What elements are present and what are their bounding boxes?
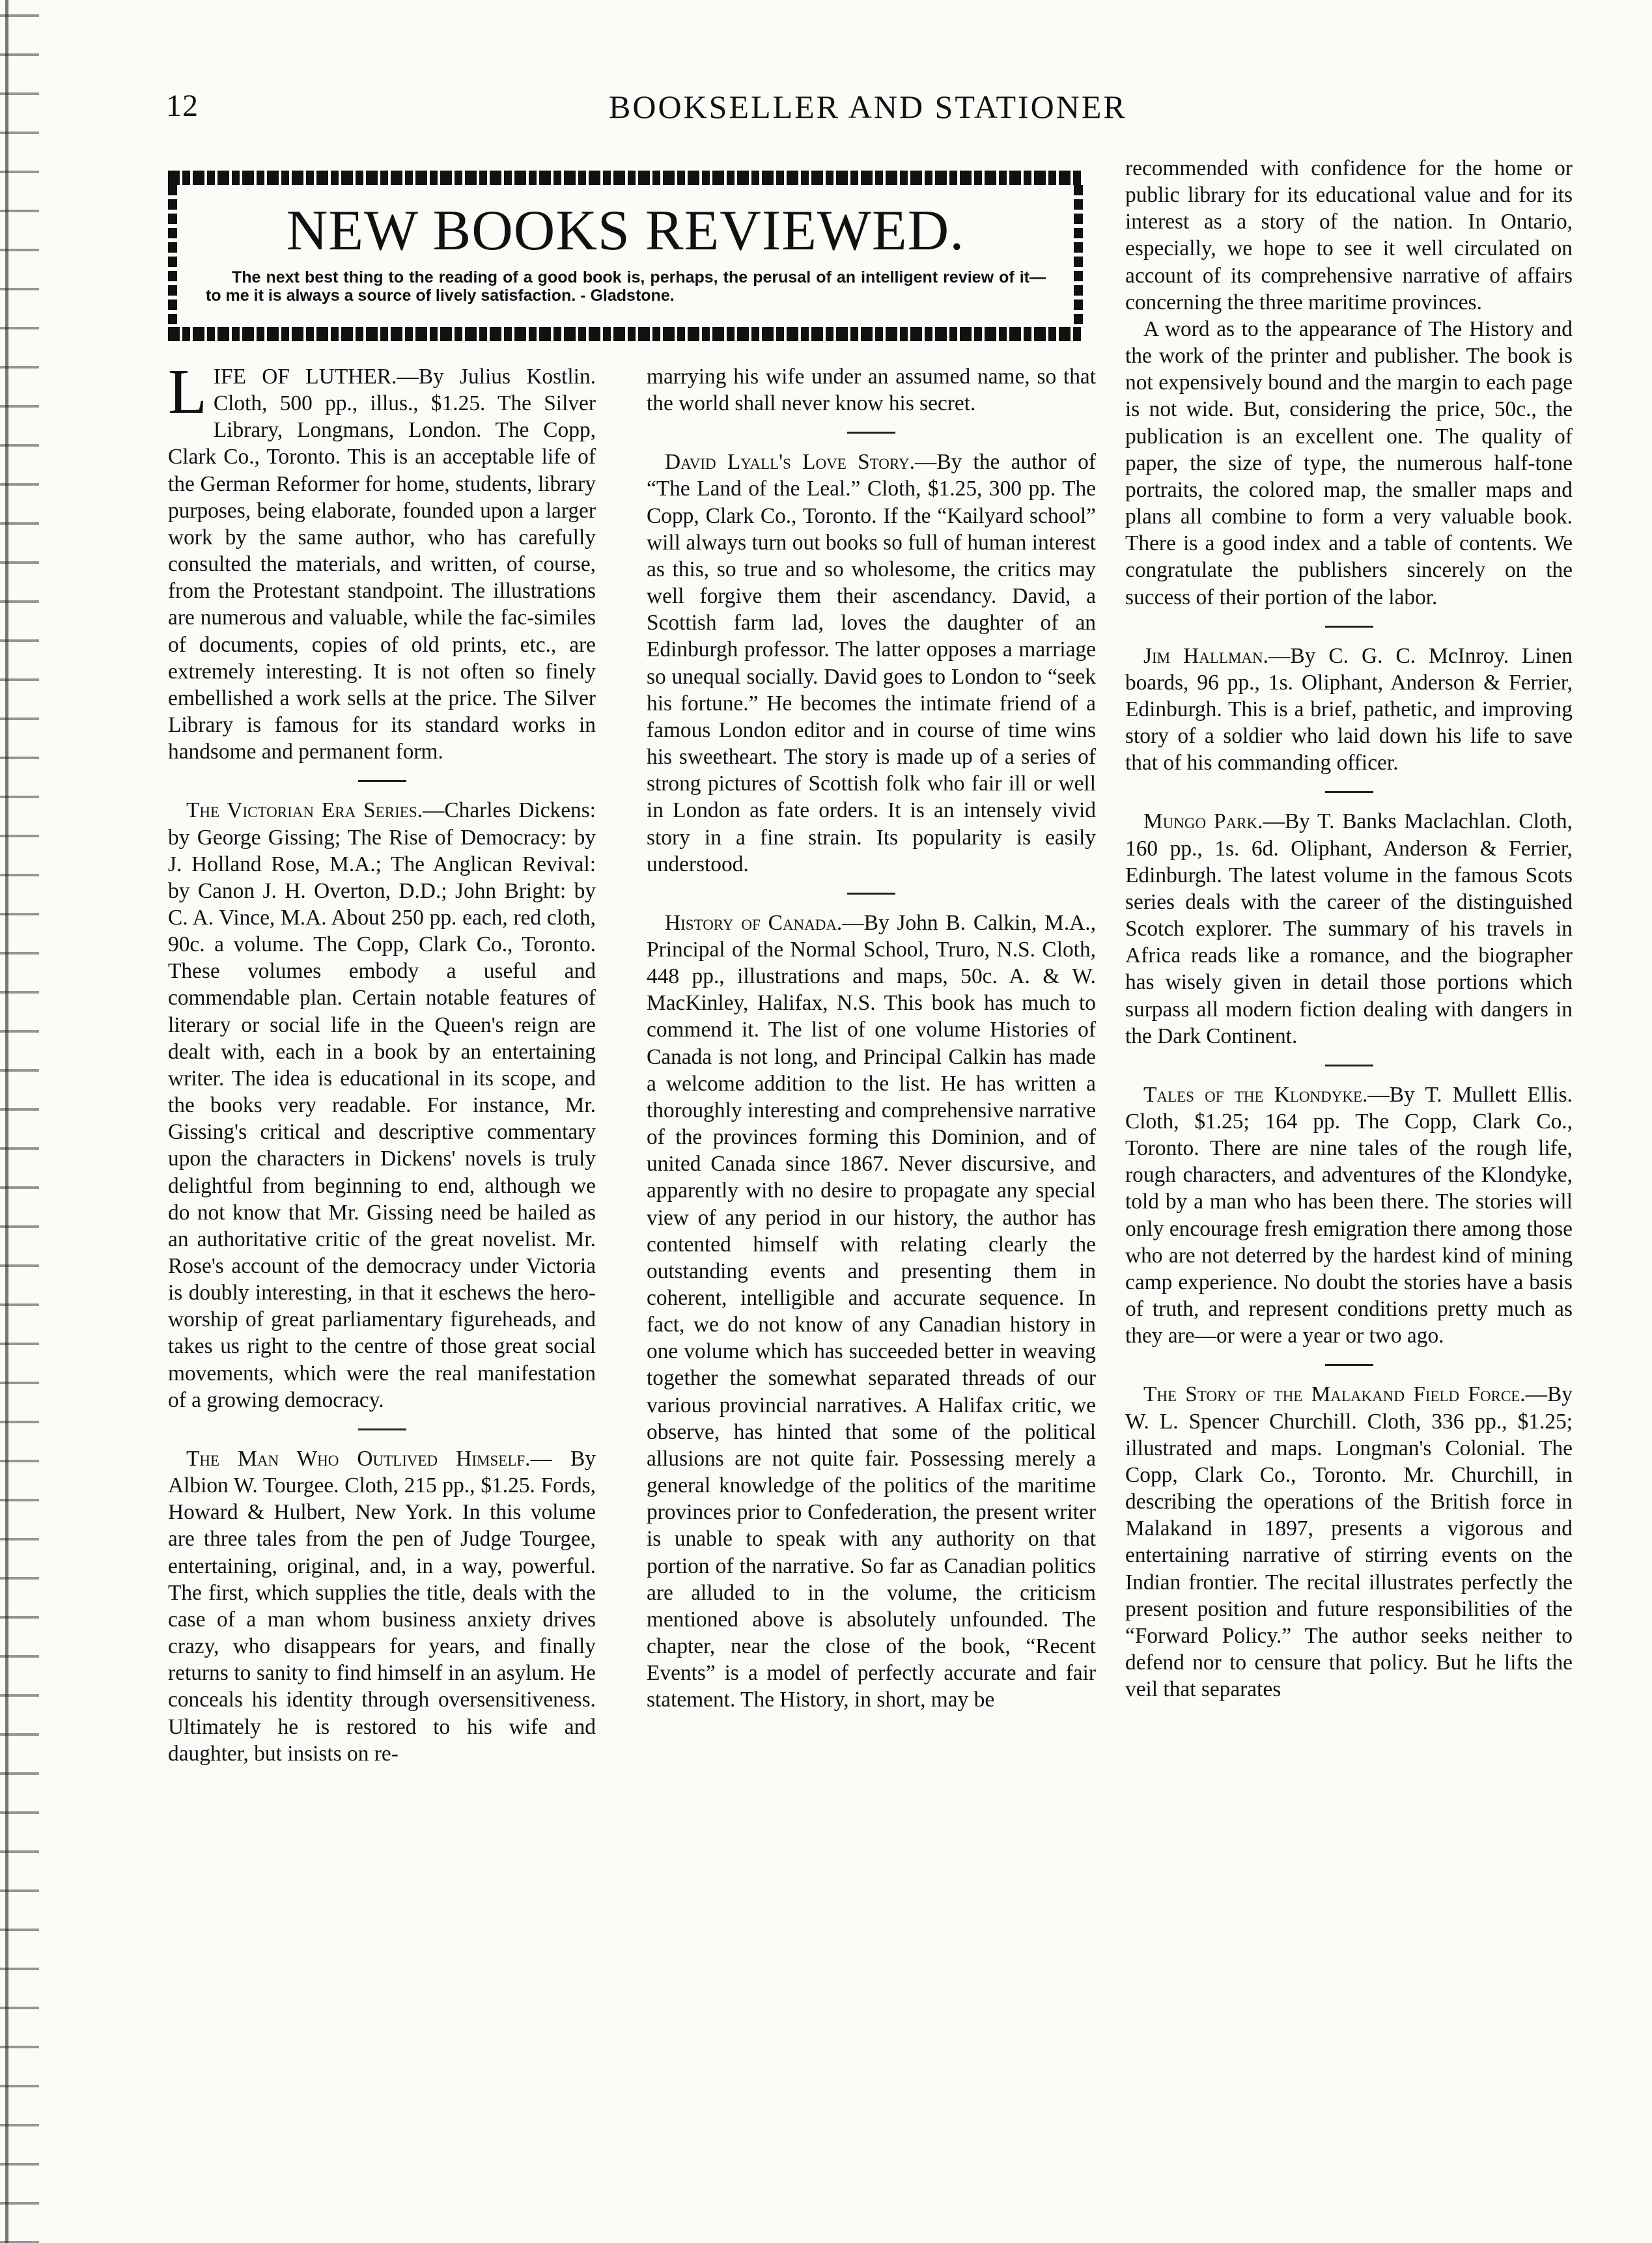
- review-tales-of-the-klondyke: [1125, 1081, 1573, 1350]
- epigraph-quote: The next best thing to the reading of a good book is, perhaps, the perusal of an intelligent review of it—to me it is always a source of lively satisfaction. - Gladstone.: [206, 268, 1046, 305]
- page-number: 12: [166, 89, 199, 123]
- review-man-who-outlived-himself: [168, 1445, 596, 1767]
- review-title: The Man Who Outlived Himself.: [186, 1446, 531, 1471]
- review-body: —By C. G. C. McInroy. Linen boards, 96 pp., 1s. Oliphant, Anderson & Ferrier, Edinburgh. This is a brief, pathetic, and improving story of a soldier who laid down his life to save that of his commanding officer.: [1125, 643, 1573, 775]
- section-divider: [1325, 626, 1373, 628]
- review-title: Tales of the Klondyke.: [1143, 1082, 1368, 1107]
- review-body: —By Julius Kostlin. Cloth, 500 pp., illus., $1.25. The Silver Library, Longmans, London. The Copp, Clark Co., Toronto. This is an acceptable life of the German Reformer for home, students, library purposes, being elaborate, founded upon a larger work by the same author, who has carefully consulted the materials, and written, of course, from the Protestant standpoint. The illustrations are numerous and valuable, while the fac-similes of documents, copies of old prints, etc., are extremely interesting. It is not often so finely embellished a work sells at the price. The Silver Library is famous for its standard works in handsome and permanent form.: [168, 365, 596, 764]
- review-mungo-park: [1125, 808, 1573, 1049]
- review-body: —By T. Mullett Ellis. Cloth, $1.25; 164 pp. The Copp, Clark Co., Toronto. There are nine tales of the rough life, rough characters, and adventures of the Klondyke, told by a man who has been there. The stories will only encourage fresh emigration there among those who are not deterred by the hardest kind of mining camp experience. No doubt the stories have a basis of truth, and represent conditions pretty much as they are—or were a year or two ago.: [1125, 1082, 1573, 1348]
- review-continuation: recommended with confidence for the home or public library for its educational value and for its interest as a story of the nation. In Ontario, especially, we hope to see it well circulated on account of its comprehensive narrative of affairs concerning the three maritime provinces.: [1125, 156, 1573, 314]
- review-continuation: marrying his wife under an assumed name, so that the world shall never know his secret.: [647, 365, 1096, 416]
- review-david-lyall: [647, 449, 1096, 878]
- review-appearance-paragraph: A word as to the appearance of The History and the work of the printer and publisher. The book is not expensively bound and the margin to each page is not wide. But, considering the price, 50c., the publication is an excellent one. The quality of paper, the size of type, the numerous half-tone portraits, the colored map, the smaller maps and plans all combine to form a very valuable book. There is a good index and a table of contents. We congratulate the publishers sincerely on the success of their portion of the labor.: [1125, 316, 1573, 609]
- review-body: —By W. L. Spencer Churchill. Cloth, 336 pp., $1.25; illustrated and maps. Longman's Colonial. The Copp, Clark Co., Toronto. Mr. Churchill, in describing the operations of the British force in Malakand in 1897, presents a vigorous and entertaining narrative of stirring events on the Indian frontier. The recital illustrates perfectly the present position and future responsibilities of the “Forward Policy.” The author seeks neither to defend nor to censure that policy. But he lifts the veil that separates: [1125, 1382, 1573, 1702]
- running-head: BOOKSELLER AND STATIONER: [609, 89, 1127, 125]
- review-body: — By Albion W. Tourgee. Cloth, 215 pp., $1.25. Fords, Howard & Hulbert, New York. In this volume are three tales from the pen of Judge Tourgee, entertaining, original, and, in a way, powerful. The first, which supplies the title, deals with the case of a man whom business anxiety drives crazy, who disappears for years, and finally returns to sanity to find himself in an asylum. He conceals his identity through oversensitiveness. Ultimately he is restored to his wife and daughter, but insists on re-: [168, 1446, 596, 1766]
- section-divider: [1325, 791, 1373, 793]
- section-banner: [168, 171, 1083, 341]
- banner-border-bottom: [168, 327, 1083, 341]
- review-body: —By the author of “The Land of the Leal.” Cloth, $1.25, 300 pp. The Copp, Clark Co., Toronto. If the “Kailyard school” will always turn out books so full of human interest as this, so true and so wholesome, the critics may well forgive them their ascendancy. David, a Scottish farm lad, loves the daughter of an Edinburgh professor. The latter opposes a marriage so unequal socially. David goes to London to “seek his fortune.” He becomes the intimate friend of a famous London editor and in course of time wins his sweetheart. The story is made up of a series of strong pictures of Scottish folk who fair ill or well in London as fate orders. It is an intensely vivid story in a fine strain. Its popularity is easily understood.: [647, 450, 1096, 876]
- section-divider: [358, 1428, 406, 1430]
- column-1: [168, 357, 596, 1767]
- section-divider: [847, 432, 895, 434]
- review-luther: [168, 357, 596, 765]
- review-body: —Charles Dickens: by George Gissing; The Rise of Democracy: by J. Holland Rose, M.A.; The Anglican Revival: by Canon J. H. Overton, D.D.; John Bright: by C. A. Vince, M.A. About 250 pp. each, red cloth, 90c. a volume. The Copp, Clark Co., Toronto. These volumes embody a useful and commendable plan. Certain notable features of literary or social life in the Queen's reign are dealt with, each in a book by an entertaining writer. The idea is educational in its scope, and the books very readable. For instance, Mr. Gissing's critical and descriptive commentary upon the characters in Dickens' novels is truly delightful from beginning to end, although we do not know that Mr. Gissing need be hailed as an authoritative critic of the great novelist. Mr. Rose's account of the democracy under Victoria is doubly interesting, in that it eschews the hero-worship of great parliamentary figureheads, and takes us right to the centre of those great social movements, which were the real manifestation of a growing democracy.: [168, 798, 596, 1412]
- review-body: —By T. Banks Maclachlan. Cloth, 160 pp., 1s. 6d. Oliphant, Anderson & Ferrier, Edinburgh. The latest volume in the famous Scots series deals with the career of the distinguished Scotch explorer. The summary of his travels in Africa reads like a romance, and the biographer has wisely given in detail those portions which surpass all modern fiction dealing with dangers in the Dark Continent.: [1125, 809, 1573, 1048]
- drop-cap: L: [168, 357, 207, 427]
- review-history-of-canada: [647, 910, 1096, 1714]
- banner-border-top: [168, 171, 1083, 185]
- review-title: History of Canada.: [665, 910, 843, 935]
- review-victorian-era: [168, 797, 596, 1414]
- review-title: Mungo Park.: [1143, 809, 1263, 834]
- review-title: The Victorian Era Series.: [186, 798, 423, 823]
- review-title: David Lyall's Love Story.: [665, 450, 915, 475]
- column-3: [1125, 155, 1573, 1703]
- section-divider: [358, 780, 406, 782]
- review-title: Jim Hallman.: [1143, 643, 1268, 668]
- page-binding-line: [5, 0, 8, 2243]
- review-body: —By John B. Calkin, M.A., Principal of the Normal School, Truro, N.S. Cloth, 448 pp., illustrations and maps, 50c. A. & W. MacKinley, Halifax, N.S. This book has much to commend it. The list of one volume Histories of Canada is not long, and Principal Calkin has made a welcome addition to the list. He has written a thoroughly interesting and comprehensive narrative of the provinces forming this Dominion, and of united Canada since 1867. Never discursive, and apparently with no desire to propagate any special view of any period in our history, the author has contented himself with relating clearly the outstanding events and presenting them in coherent, intelligible and accurate sequence. In fact, we do not know of any Canadian history in one volume which has succeeded better in weaving together the somewhat separated threads of our various provincial narratives. A Halifax critic, we observe, has hinted that some of the political allusions are not quite fair. Possessing merely a general knowledge of the politics of the maritime provinces prior to Confederation, the present writer is unable to speak with any authority on that portion of the narrative. So far as Canadian politics are alluded to in the volume, the criticism mentioned above is absolutely unfounded. The chapter, near the close of the book, “Recent Events” is a model of perfectly accurate and fair statement. The History, in short, may be: [647, 910, 1096, 1712]
- page-header: [166, 88, 1504, 133]
- review-jim-hallman: [1125, 643, 1573, 777]
- section-divider: [1325, 1364, 1373, 1366]
- column-2: [647, 363, 1096, 1714]
- review-malakand-field-force: [1125, 1381, 1573, 1703]
- section-divider: [847, 893, 895, 895]
- section-title: NEW BOOKS REVIEWED.: [286, 199, 965, 262]
- section-divider: [1325, 1065, 1373, 1066]
- review-title: IFE OF LUTHER.: [213, 365, 397, 389]
- review-title: The Story of the Malakand Field Force.: [1143, 1382, 1526, 1407]
